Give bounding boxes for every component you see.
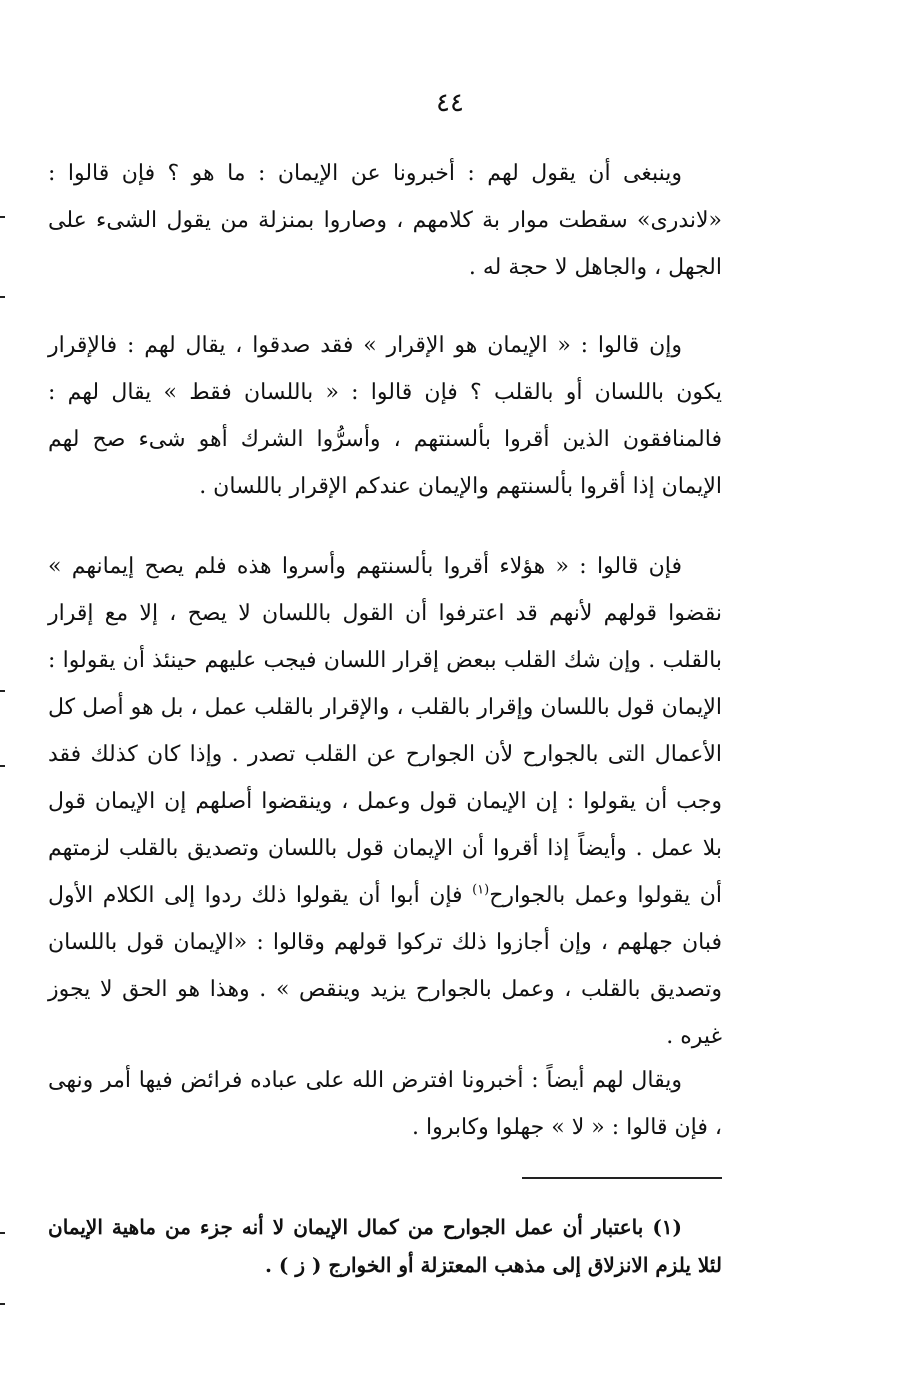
paragraph-3-text: فإن قالوا : « هؤلاء أقروا بألسنتهم وأسروا هذه فلم يصح إيمانهم » نقضوا قولهم لأنهم قد اعترفوا أن القول باللسان لا يصح ، إلا مع إقرار بالقلب . وإن شك القلب ببعض إقرار اللسان فيجب عليهم حينئذ أن يقولوا : الإيمان قول باللسان وإقرار بالقلب ، والإقرار بالقلب عمل ، بل هو أصل كل الأعمال التى بالجوارح لأن الجوارح عن القلب تصدر . وإذا كان كذلك فقد وجب أن يقولوا : إن الإيمان قول وعمل ، وينقضوا أصلهم إن الإيمان قول بلا عمل . وأيضاً إذا أقروا أن الإيمان قول باللسان وتصديق بالقلب لزمتهم أن يقولوا وعمل بالجوارح	[48, 554, 722, 908]
paragraph-4-text: ويقال لهم أيضاً : أخبرونا افترض الله على عباده فرائض فيها أمر ونهى ، فإن قالوا : « لا » جهلوا وكابروا .	[48, 1068, 722, 1140]
paragraph-2	[48, 322, 722, 510]
margin-mark	[0, 765, 5, 767]
footnote	[48, 1208, 722, 1284]
margin-mark	[0, 216, 5, 218]
margin-mark	[0, 296, 5, 298]
footnote-text: (١) باعتبار أن عمل الجوارح من كمال الإيمان لا أنه جزء من ماهية الإيمان لئلا يلزم الانزلاق إلى مذهب المعتزلة أو الخوارج ( ز ) .	[48, 1215, 722, 1277]
page-number: ٤٤	[436, 88, 464, 118]
footnote-reference: (١)	[472, 882, 490, 898]
margin-mark	[0, 1232, 5, 1234]
paragraph-1-text: وينبغى أن يقول لهم : أخبرونا عن الإيمان : ما هو ؟ فإن قالوا : «لاندرى» سقطت موار بة كلامهم ، وصاروا بمنزلة من يقول الشىء على الجهل ، والجاهل لا حجة له .	[48, 161, 722, 280]
paragraph-3	[48, 543, 722, 1060]
margin-mark	[0, 1303, 5, 1305]
footnote-divider	[522, 1177, 722, 1179]
paragraph-1	[48, 150, 722, 291]
paragraph-4	[48, 1057, 722, 1151]
paragraph-2-text: وإن قالوا : « الإيمان هو الإقرار » فقد صدقوا ، يقال لهم : فالإقرار يكون باللسان أو بالقلب ؟ فإن قالوا : « باللسان فقط » يقال لهم : فالمنافقون الذين أقروا بألسنتهم ، وأسرُّوا الشرك أهو شىء صح لهم الإيمان إذا أقروا بألسنتهم والإيمان عندكم الإقرار باللسان .	[48, 333, 722, 499]
margin-mark	[0, 690, 5, 692]
paragraph-3-continuation: فإن أبوا أن يقولوا ذلك ردوا إلى الكلام الأول فبان جهلهم ، وإن أجازوا ذلك تركوا قولهم وقالوا : «الإيمان قول باللسان وتصديق بالقلب ، وعمل بالجوارح يزيد وينقص » . وهذا هو الحق لا يجوز غيره .	[48, 883, 722, 1049]
